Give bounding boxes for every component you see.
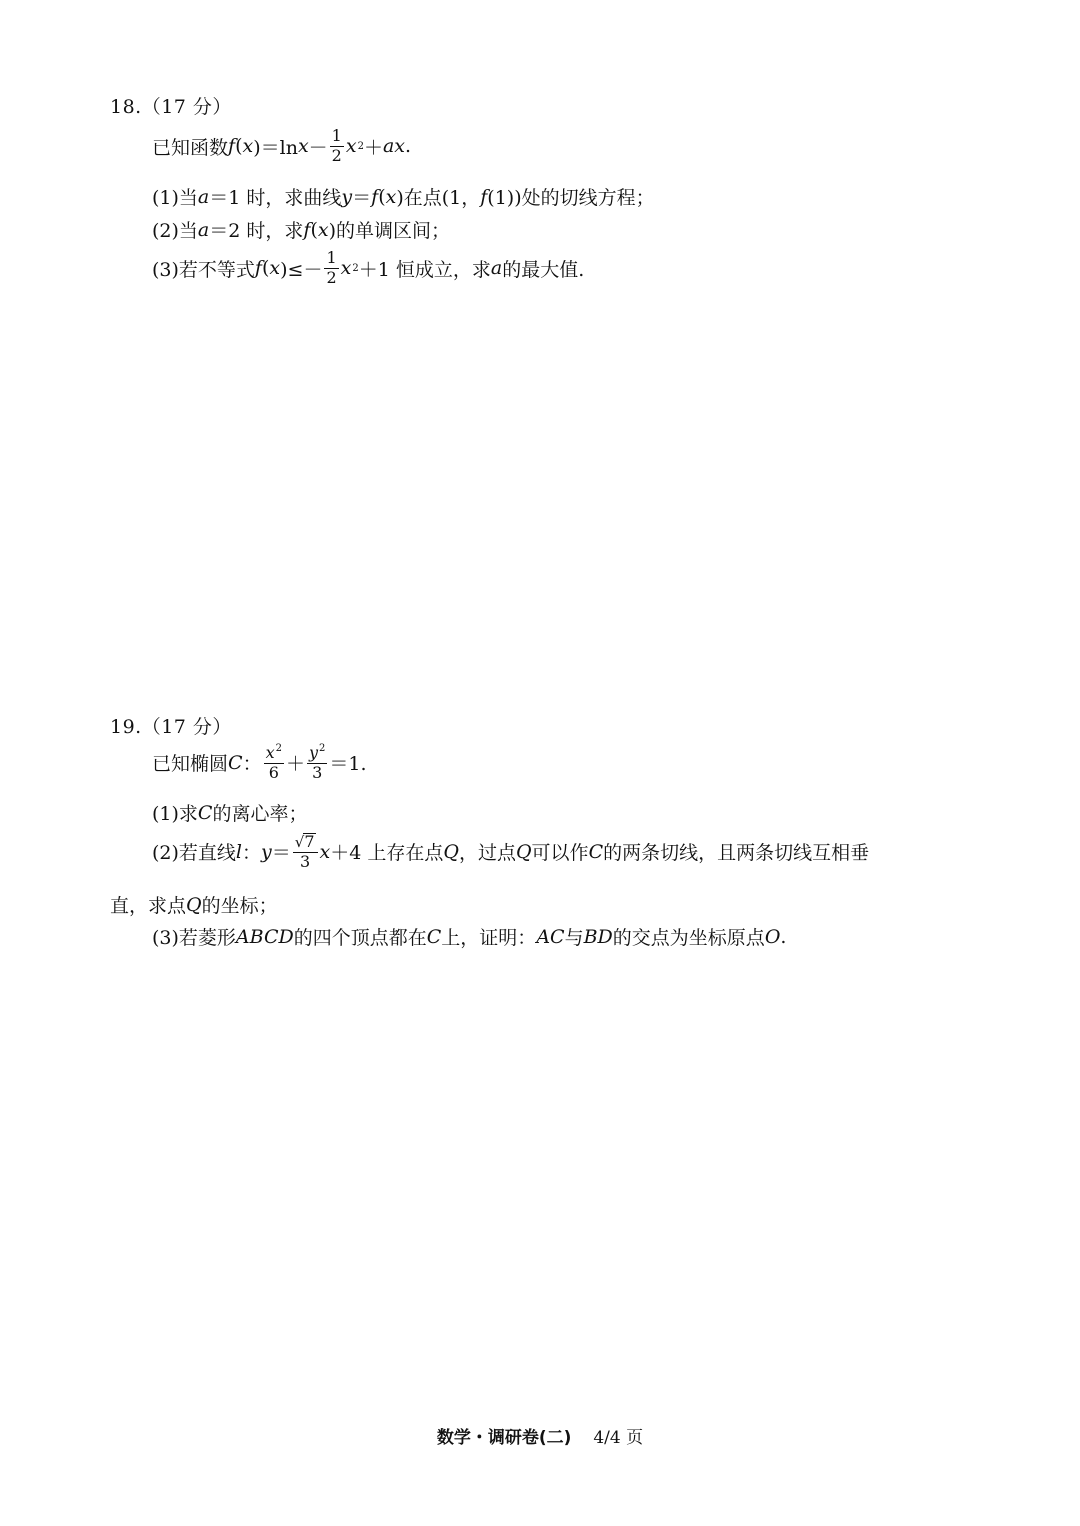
q19-header: 19.（17 分） [110, 716, 232, 738]
q18-stem: 已知函数 f ( x )＝ln x － $\frac{1}{2}$ x 2 ＋ ax . [152, 126, 412, 165]
fraction: $\frac{y^2}{3}$ [309, 743, 326, 782]
footer-title: 数学・调研卷(二) [436, 1428, 572, 1448]
q19-part2: (2)若直线 l ： y ＝ √ 7 3 x ＋4 上存在点 Q ，过点 Q 可以作 C 的两条切线，且两条切线互相垂 [152, 832, 870, 871]
q19-stem: 已知椭圆 C ： $\frac{x^2}{6}$ ＋ $\frac{y^2}{3}$ ＝1. [152, 743, 367, 782]
q19-part2-cont: 直，求点 Q 的坐标； [110, 893, 278, 917]
q18-part3: (3)若不等式 f ( x )≤－ $\frac{1}{2}$ x 2 ＋1 恒成立，求 a 的最大值. [152, 248, 585, 287]
sqrt-symbol: √ 7 [294, 832, 315, 852]
page-footer [0, 1423, 1080, 1448]
fraction: √ 7 3 [293, 833, 318, 871]
page-number: 4/4 页 [593, 1428, 644, 1448]
fraction: $\frac{1}{2}$ [331, 126, 342, 165]
q19-part1: (1)求 C 的离心率； [152, 801, 308, 825]
fraction: $\frac{x^2}{6}$ [265, 743, 282, 782]
q18-part2: (2)当 a ＝2 时，求 f ( x )的单调区间； [152, 218, 450, 242]
q18-part1: (1)当 a ＝1 时，求曲线 y ＝ f ( x )在点(1， f (1))处的切线方程； [152, 185, 655, 209]
q18-header: 18.（17 分） [110, 96, 232, 118]
fraction: $\frac{1}{2}$ [326, 248, 337, 287]
q19-part3: (3)若菱形 ABCD 的四个顶点都在 C 上，证明： AC 与 BD 的交点为坐标原点 O . [152, 925, 787, 949]
